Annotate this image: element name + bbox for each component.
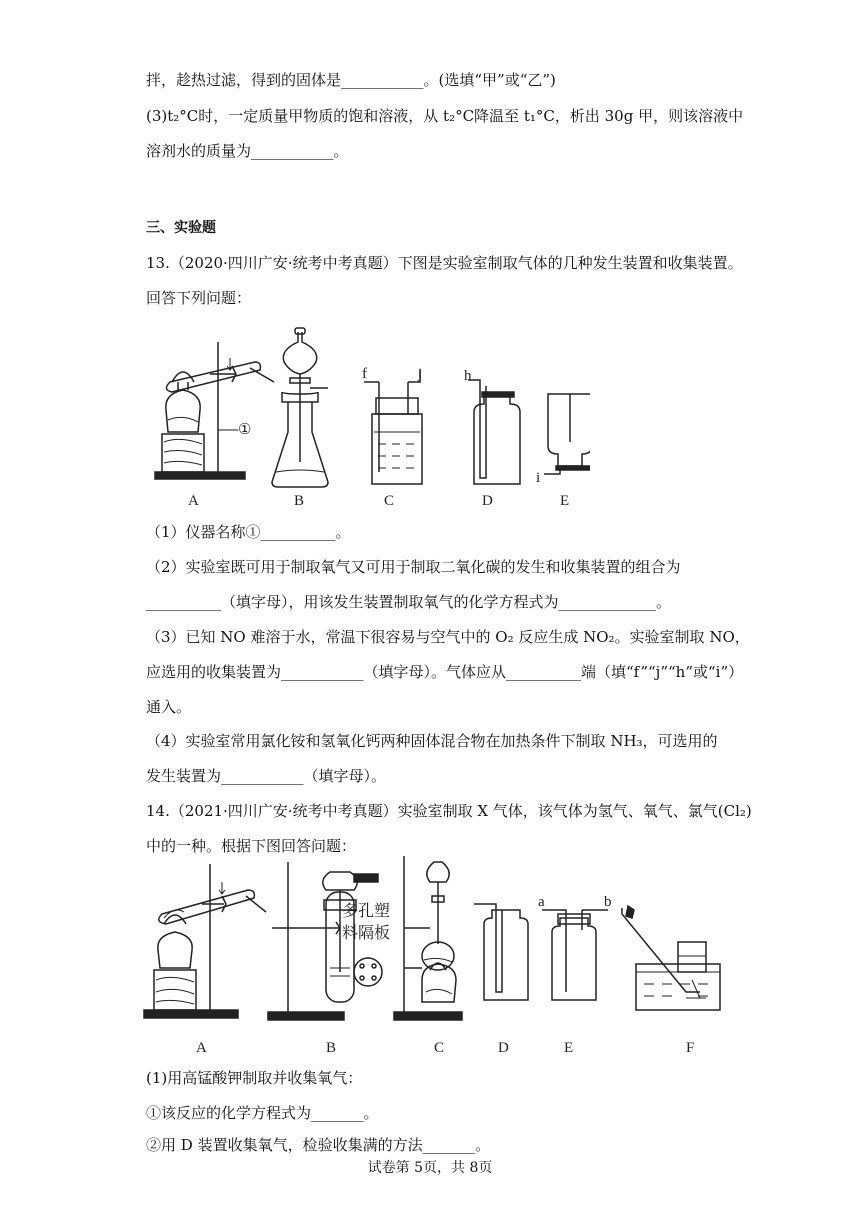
q13-part2: （2）实验室既可用于制取氧气又可用于制取二氧化碳的发生和收集装置的组合为 xyxy=(146,558,681,576)
q13-part2: __________（填字母），用该发生装置制取氧气的化学方程式为_____________。 xyxy=(146,593,672,611)
q14-stem: 中的一种。根据下图回答问题： xyxy=(146,837,357,855)
section-title: 三、实验题 xyxy=(146,220,216,236)
label-j: j xyxy=(418,366,423,382)
q13-part4: （4）实验室常用氯化铵和氢氧化钙两种固体混合物在加热条件下制取 NH₃，可选用的 xyxy=(146,732,718,750)
q13-part3: 应选用的收集装置为___________（填字母）。气体应从__________端（填“f”“j”“h”或“i”） xyxy=(146,663,744,681)
apparatus-a-figure xyxy=(155,342,274,479)
apparatus-a-figure xyxy=(144,864,266,1018)
q13-stem: 回答下列问题： xyxy=(146,289,252,307)
label-d: D xyxy=(498,1040,509,1056)
label-plate1: 多孔塑 xyxy=(342,903,391,920)
q13-part1: （1）仪器名称①__________。 xyxy=(146,523,351,541)
label-d: D xyxy=(482,493,493,509)
q13-part4: 发生装置为___________（填字母）。 xyxy=(146,767,387,785)
label-a: A xyxy=(188,493,199,509)
text-line: 溶剂水的质量为___________。 xyxy=(146,142,349,160)
label-b: B xyxy=(294,493,305,509)
q13-apparatus-figure xyxy=(150,322,590,512)
label-f: F xyxy=(686,1040,695,1056)
q13-stem: 13.（2020·四川广安·统考中考真题）下图是实验室制取气体的几种发生装置和收集装置。 xyxy=(146,254,743,272)
label-f: f xyxy=(362,366,367,382)
apparatus-e-figure xyxy=(544,394,590,474)
label-a-port: a xyxy=(538,894,545,910)
label-a: A xyxy=(196,1040,207,1056)
label-e: E xyxy=(560,493,570,509)
apparatus-f-figure xyxy=(622,906,720,1010)
apparatus-e-figure xyxy=(542,910,608,1000)
q14-sub3: ②用 D 装置收集氧气，检验收集满的方法_______。 xyxy=(146,1136,491,1154)
label-b: B xyxy=(326,1040,337,1056)
label-circle1: ① xyxy=(238,422,252,438)
q13-part3: （3）已知 NO 难溶于水，常温下很容易与空气中的 O₂ 反应生成 NO₂。实验室制取 NO， xyxy=(146,628,750,646)
apparatus-c-figure xyxy=(364,370,422,484)
apparatus-d-figure xyxy=(474,904,528,1000)
label-c: C xyxy=(434,1040,445,1056)
label-e: E xyxy=(564,1040,574,1056)
apparatus-c-figure xyxy=(394,856,462,1020)
label-h: h xyxy=(464,368,472,384)
apparatus-b-figure xyxy=(272,328,328,487)
label-b-port: b xyxy=(604,894,612,910)
label-c: C xyxy=(384,493,395,509)
q14-apparatus-figure xyxy=(140,852,730,1062)
q14-sub1: (1)用高锰酸钾制取并收集氧气： xyxy=(146,1069,363,1087)
q13-part3: 通入。 xyxy=(146,698,192,716)
page-footer: 试卷第 5页，共 8页 xyxy=(367,1160,493,1176)
text-line: (3)t₂°C时，一定质量甲物质的饱和溶液，从 t₂°C降温至 t₁°C，析出 30g 甲，则该溶液中 xyxy=(146,107,744,125)
apparatus-d-figure xyxy=(468,380,520,484)
q14-stem: 14.（2021·四川广安·统考中考真题）实验室制取 X 气体，该气体为氢气、氧气、氯气(Cl₂) xyxy=(146,802,752,820)
q14-sub2: ①该反应的化学方程式为_______。 xyxy=(146,1104,379,1122)
label-i: i xyxy=(536,470,541,486)
text-line: 拌，趁热过滤，得到的固体是___________。(选填“甲”或“乙”) xyxy=(146,71,556,89)
label-plate2: 料隔板 xyxy=(342,925,391,942)
